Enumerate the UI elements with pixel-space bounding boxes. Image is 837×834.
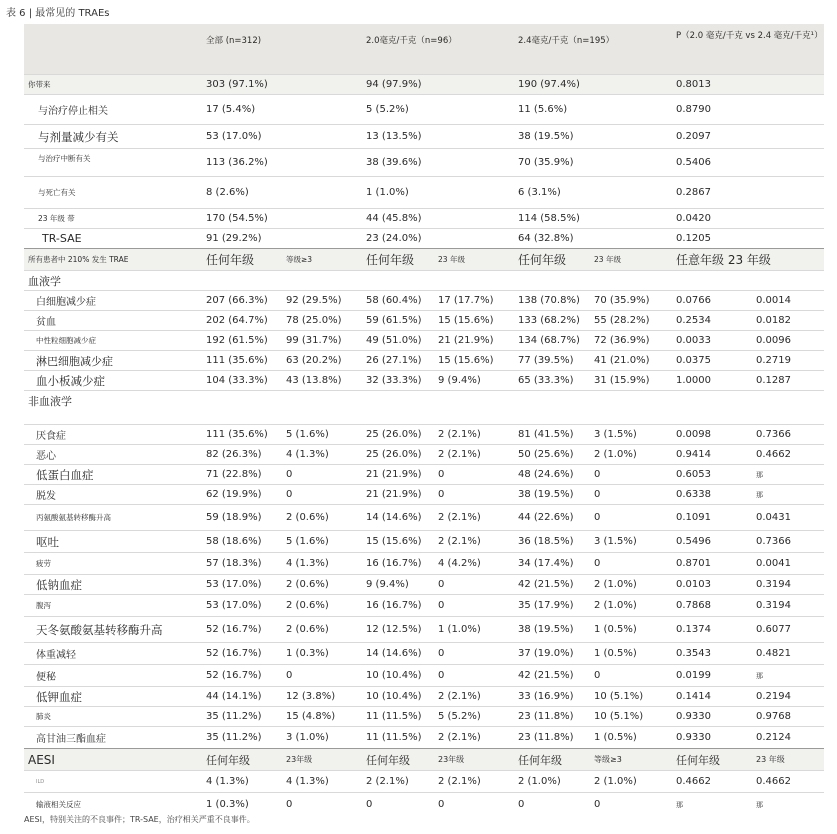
- cell-p2: 0.4821: [752, 643, 824, 665]
- table-row: [24, 445, 824, 465]
- cell-b: 1 (0.3%): [282, 643, 362, 665]
- cell-e: 33 (16.9%): [514, 687, 590, 707]
- cell-f: 2 (1.0%): [590, 445, 672, 465]
- cell-p1: 0.0098: [672, 425, 752, 445]
- cell-a: 57 (18.3%): [202, 553, 282, 575]
- row-label: 高甘油三酯血症: [24, 727, 202, 749]
- aesi-header-row: [24, 749, 824, 771]
- cell-a: 111 (35.6%): [202, 425, 282, 445]
- cell-f: 2 (1.0%): [590, 575, 672, 595]
- cell-e: 23 (11.8%): [514, 727, 590, 749]
- cell-d: 2 (2.1%): [434, 531, 514, 553]
- table-row: [24, 643, 824, 665]
- cell-d: 0: [434, 575, 514, 595]
- cell-b: 3 (1.0%): [282, 727, 362, 749]
- cell-b: 4 (1.3%): [282, 771, 362, 793]
- row-label: 23 年级 带: [24, 209, 202, 229]
- cell-a: 35 (11.2%): [202, 727, 282, 749]
- table-row: [24, 793, 824, 817]
- table-row: [24, 665, 824, 687]
- table-row: [24, 617, 824, 643]
- cell-b: 15 (4.8%): [282, 707, 362, 727]
- row-label: TR-SAE: [24, 229, 202, 249]
- aesi-header-any1: 任何年级: [202, 749, 282, 771]
- cell-p1: 0.1374: [672, 617, 752, 643]
- cell-b: 2 (0.6%): [282, 505, 362, 531]
- aesi-header-any2: 任何年级: [362, 749, 434, 771]
- cell-c: 14 (14.6%): [362, 505, 434, 531]
- col-header-2mg: 2.0毫克/千克（n=96）: [362, 24, 514, 75]
- table-row: [24, 687, 824, 707]
- table-row: [24, 707, 824, 727]
- cell-c: 2 (2.1%): [362, 771, 434, 793]
- table-row: [24, 727, 824, 749]
- table-row: [24, 531, 824, 553]
- cell-c: 0: [362, 793, 434, 817]
- table-row: 与死亡有关 8 (2.6%) 1 (1.0%) 6 (3.1%) 0.2867: [24, 177, 824, 209]
- cell-e: 23 (11.8%): [514, 707, 590, 727]
- cell-f: 0: [590, 553, 672, 575]
- cell-c: 12 (12.5%): [362, 617, 434, 643]
- cell-c: 10 (10.4%): [362, 665, 434, 687]
- cell-a: 59 (18.9%): [202, 505, 282, 531]
- table-row: [24, 575, 824, 595]
- cell-b: 5 (1.6%): [282, 531, 362, 553]
- table-row: 与剂量减少有关 53 (17.0%) 13 (13.5%) 38 (19.5%) 0.2097: [24, 125, 824, 149]
- cell-a: 52 (16.7%): [202, 665, 282, 687]
- aesi-header-g2: 23年级: [434, 749, 514, 771]
- cell-a: 35 (11.2%): [202, 707, 282, 727]
- cell-p2: 0.6077: [752, 617, 824, 643]
- cell-p1: 0.0103: [672, 575, 752, 595]
- cell-a: 58 (18.6%): [202, 531, 282, 553]
- cell-f: 3 (1.5%): [590, 531, 672, 553]
- cell-e: 35 (17.9%): [514, 595, 590, 617]
- row-label: ILD: [24, 771, 202, 793]
- aesi-header-g3: 等级≥3: [590, 749, 672, 771]
- cell-a: 52 (16.7%): [202, 617, 282, 643]
- cell-c: 21 (21.9%): [362, 465, 434, 485]
- trae-table-nonheme: [24, 424, 824, 817]
- cell-a: 62 (19.9%): [202, 485, 282, 505]
- cell-d: 5 (5.2%): [434, 707, 514, 727]
- cell-b: 4 (1.3%): [282, 445, 362, 465]
- cell-d: 0: [434, 665, 514, 687]
- table-row: 贫血 202 (64.7%) 78 (25.0%) 59 (61.5%) 15 (15.6%) 133 (68.2%) 55 (28.2%) 0.2534 0.0182: [24, 311, 824, 331]
- cell-e: 36 (18.5%): [514, 531, 590, 553]
- table-row: 中性粒细胞减少症 192 (61.5%) 99 (31.7%) 49 (51.0%) 21 (21.9%) 134 (68.7%) 72 (36.9%) 0.0033 0.0096: [24, 331, 824, 351]
- cell-f: 1 (0.5%): [590, 617, 672, 643]
- cell-c: 10 (10.4%): [362, 687, 434, 707]
- table-caption: 表 6 | 最常见的 TRAEs: [6, 8, 110, 19]
- cell-d: 2 (2.1%): [434, 687, 514, 707]
- cell-p2: 0.7366: [752, 531, 824, 553]
- cell-b: 2 (0.6%): [282, 595, 362, 617]
- cell-d: 2 (2.1%): [434, 445, 514, 465]
- cell-d: 0: [434, 643, 514, 665]
- cell-c: 9 (9.4%): [362, 575, 434, 595]
- cell-c: 14 (14.6%): [362, 643, 434, 665]
- cell-p2: 0.2124: [752, 727, 824, 749]
- section-heading: 非血液学: [24, 391, 824, 411]
- row-label: 天冬氨酸氨基转移酶升高: [24, 617, 202, 643]
- cell-p2: 0.3194: [752, 575, 824, 595]
- cell-p2: 0.7366: [752, 425, 824, 445]
- table-row: [24, 485, 824, 505]
- aesi-header-p1: 任何年级: [672, 749, 752, 771]
- cell-e: 50 (25.6%): [514, 445, 590, 465]
- cell-f: 0: [590, 793, 672, 817]
- cell-p2: 0.0041: [752, 553, 824, 575]
- aesi-header-p2: 23 年级: [752, 749, 824, 771]
- row-label: 便秘: [24, 665, 202, 687]
- cell-c: 25 (26.0%): [362, 425, 434, 445]
- cell-e: 38 (19.5%): [514, 617, 590, 643]
- cell-f: 2 (1.0%): [590, 595, 672, 617]
- cell-e: 42 (21.5%): [514, 575, 590, 595]
- cell-f: 10 (5.1%): [590, 687, 672, 707]
- row-label: 恶心: [24, 445, 202, 465]
- cell-f: 1 (0.5%): [590, 727, 672, 749]
- col-header-p: P（2.0 毫克/千克 vs 2.4 毫克/千克¹）: [672, 24, 824, 75]
- cell-p1: 0.9330: [672, 727, 752, 749]
- cell-b: 2 (0.6%): [282, 575, 362, 595]
- cell-e: 34 (17.4%): [514, 553, 590, 575]
- table-row: 淋巴细胞减少症 111 (35.6%) 63 (20.2%) 26 (27.1%) 15 (15.6%) 77 (39.5%) 41 (21.0%) 0.0375 0.2719: [24, 351, 824, 371]
- table-row: TR-SAE 91 (29.2%) 23 (24.0%) 64 (32.8%) 0.1205: [24, 229, 824, 249]
- cell-b: 0: [282, 793, 362, 817]
- cell-p2: 0.4662: [752, 445, 824, 465]
- table-row: 与治疗停止相关 17 (5.4%) 5 (5.2%) 11 (5.6%) 0.8790: [24, 95, 824, 125]
- cell-p1: 0.6338: [672, 485, 752, 505]
- row-label: 低钾血症: [24, 687, 202, 707]
- cell-p1: 0.9330: [672, 707, 752, 727]
- row-label: 与治疗停止相关: [24, 95, 202, 125]
- cell-b: 12 (3.8%): [282, 687, 362, 707]
- cell-a: 44 (14.1%): [202, 687, 282, 707]
- row-label: 与死亡有关: [24, 177, 202, 209]
- cell-d: 0: [434, 793, 514, 817]
- cell-p1: 0.1091: [672, 505, 752, 531]
- col-header-24mg: 2.4毫克/千克（n=195）: [514, 24, 672, 75]
- cell-f: 2 (1.0%): [590, 771, 672, 793]
- cell-c: 16 (16.7%): [362, 595, 434, 617]
- cell-b: 0: [282, 485, 362, 505]
- grade-subheader-row: 所有患者中 210% 发生 TRAE 任何年级 等级≥3 任何年级 23 年级 任何年级 23 年级 任意年级 23 年级: [24, 249, 824, 271]
- cell-d: 4 (4.2%): [434, 553, 514, 575]
- row-label: 你带来: [24, 75, 202, 95]
- cell-a: 53 (17.0%): [202, 595, 282, 617]
- table-row: 23 年级 带 170 (54.5%) 44 (45.8%) 114 (58.5%) 0.0420: [24, 209, 824, 229]
- cell-c: 21 (21.9%): [362, 485, 434, 505]
- cell-a: 53 (17.0%): [202, 575, 282, 595]
- cell-d: 2 (2.1%): [434, 505, 514, 531]
- row-label: 低钠血症: [24, 575, 202, 595]
- cell-b: 0: [282, 665, 362, 687]
- cell-d: 1 (1.0%): [434, 617, 514, 643]
- cell-p2: 那: [752, 465, 824, 485]
- cell-b: 0: [282, 465, 362, 485]
- table-footnote: AESI，特别关注的不良事件；TR-SAE，治疗相关严重不良事件。: [24, 815, 255, 824]
- cell-e: 37 (19.0%): [514, 643, 590, 665]
- cell-a: 71 (22.8%): [202, 465, 282, 485]
- cell-c: 11 (11.5%): [362, 707, 434, 727]
- cell-d: 2 (2.1%): [434, 771, 514, 793]
- cell-b: 4 (1.3%): [282, 553, 362, 575]
- cell-p2: 0.4662: [752, 771, 824, 793]
- row-label: 丙氨酸氨基转移酶升高: [24, 505, 202, 531]
- cell-f: 10 (5.1%): [590, 707, 672, 727]
- table-row: [24, 553, 824, 575]
- table-row: [24, 771, 824, 793]
- table-row: 血小板减少症 104 (33.3%) 43 (13.8%) 32 (33.3%) 9 (9.4%) 65 (33.3%) 31 (15.9%) 1.0000 0.1287: [24, 371, 824, 391]
- row-label: 低蛋白血症: [24, 465, 202, 485]
- aesi-header-any3: 任何年级: [514, 749, 590, 771]
- cell-p1: 0.6053: [672, 465, 752, 485]
- cell-f: 0: [590, 485, 672, 505]
- cell-p1: 0.0199: [672, 665, 752, 687]
- cell-a: 1 (0.3%): [202, 793, 282, 817]
- cell-d: 2 (2.1%): [434, 727, 514, 749]
- cell-d: 0: [434, 595, 514, 617]
- row-label: 呕吐: [24, 531, 202, 553]
- row-label: 腹泻: [24, 595, 202, 617]
- cell-e: 48 (24.6%): [514, 465, 590, 485]
- cell-p1: 0.1414: [672, 687, 752, 707]
- cell-f: 3 (1.5%): [590, 425, 672, 445]
- cell-p1: 那: [672, 793, 752, 817]
- cell-e: 38 (19.5%): [514, 485, 590, 505]
- cell-f: 1 (0.5%): [590, 643, 672, 665]
- cell-b: 5 (1.6%): [282, 425, 362, 445]
- row-label: 体重减轻: [24, 643, 202, 665]
- cell-b: 2 (0.6%): [282, 617, 362, 643]
- table-row: [24, 505, 824, 531]
- trae-table: [24, 24, 824, 411]
- cell-e: 42 (21.5%): [514, 665, 590, 687]
- table-header-row: [24, 24, 824, 75]
- cell-a: 82 (26.3%): [202, 445, 282, 465]
- cell-p2: 0.9768: [752, 707, 824, 727]
- cell-p1: 0.4662: [672, 771, 752, 793]
- row-label: 与剂量减少有关: [24, 125, 202, 149]
- cell-e: 44 (22.6%): [514, 505, 590, 531]
- cell-e: 0: [514, 793, 590, 817]
- cell-e: 2 (1.0%): [514, 771, 590, 793]
- aesi-header-g1: 23年级: [282, 749, 362, 771]
- cell-f: 0: [590, 465, 672, 485]
- section-heading: 血液学: [24, 271, 824, 291]
- cell-f: 0: [590, 505, 672, 531]
- table-row: 你带来 303 (97.1%) 94 (97.9%) 190 (97.4%) 0.8013: [24, 75, 824, 95]
- cell-d: 0: [434, 485, 514, 505]
- cell-p2: 那: [752, 793, 824, 817]
- table-row: [24, 425, 824, 445]
- col-header-all: 全部 (n=312): [202, 24, 362, 75]
- cell-a: 4 (1.3%): [202, 771, 282, 793]
- row-label: 厌食症: [24, 425, 202, 445]
- table-row: 白细胞减少症 207 (66.3%) 92 (29.5%) 58 (60.4%) 17 (17.7%) 138 (70.8%) 70 (35.9%) 0.0766 0.0014: [24, 291, 824, 311]
- cell-d: 0: [434, 465, 514, 485]
- cell-p1: 0.9414: [672, 445, 752, 465]
- cell-d: 2 (2.1%): [434, 425, 514, 445]
- row-label: 疲劳: [24, 553, 202, 575]
- cell-c: 25 (26.0%): [362, 445, 434, 465]
- row-label: 肺炎: [24, 707, 202, 727]
- cell-p1: 0.5496: [672, 531, 752, 553]
- cell-p1: 0.8701: [672, 553, 752, 575]
- cell-p1: 0.3543: [672, 643, 752, 665]
- cell-p1: 0.7868: [672, 595, 752, 617]
- cell-p2: 0.2194: [752, 687, 824, 707]
- cell-p2: 0.0431: [752, 505, 824, 531]
- row-label: 脱发: [24, 485, 202, 505]
- table-row: [24, 465, 824, 485]
- cell-f: 0: [590, 665, 672, 687]
- cell-c: 15 (15.6%): [362, 531, 434, 553]
- aesi-header-label: AESI: [24, 749, 202, 771]
- row-label: 输液相关反应: [24, 793, 202, 817]
- cell-c: 11 (11.5%): [362, 727, 434, 749]
- cell-p2: 那: [752, 485, 824, 505]
- row-label: 与治疗中断有关: [24, 149, 202, 177]
- cell-e: 81 (41.5%): [514, 425, 590, 445]
- cell-a: 52 (16.7%): [202, 643, 282, 665]
- table-row: [24, 595, 824, 617]
- table-row: 与治疗中断有关 113 (36.2%) 38 (39.6%) 70 (35.9%) 0.5406: [24, 149, 824, 177]
- cell-p2: 那: [752, 665, 824, 687]
- cell-p2: 0.3194: [752, 595, 824, 617]
- cell-c: 16 (16.7%): [362, 553, 434, 575]
